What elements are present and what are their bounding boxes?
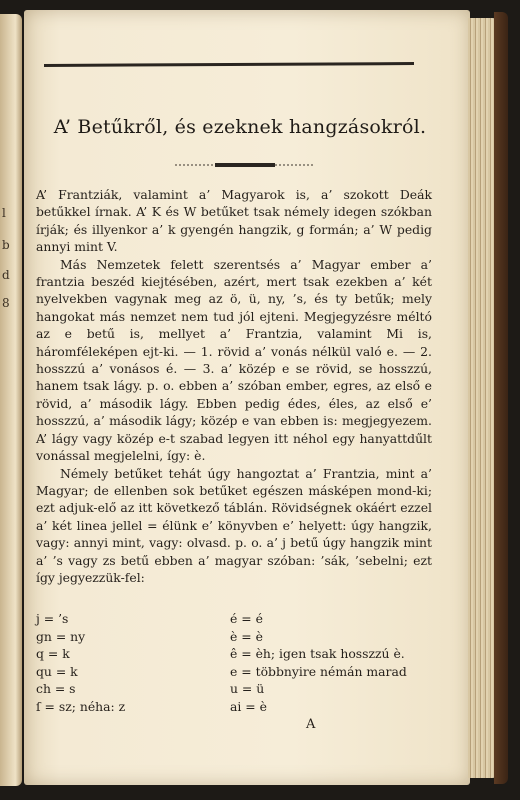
book-cover-edge xyxy=(494,12,508,784)
title-ornament xyxy=(175,162,315,168)
table-row: gn = ny xyxy=(36,628,86,644)
table-row: e = többnyire némán marad xyxy=(230,663,407,679)
table-row: è = è xyxy=(230,628,263,644)
table-row: ch = s xyxy=(36,681,76,697)
letter-table-right-column xyxy=(230,610,450,716)
table-row: qu = k xyxy=(36,663,78,679)
facing-page-fragment: 8 xyxy=(2,296,10,310)
table-row: ſ = sz; néha: z xyxy=(36,698,126,714)
paragraph xyxy=(36,256,432,465)
paragraph-text: A’ Frantziák, valamint a’ Magyarok is, a’ szokott Deák betűkkel írnak. A’ K és W betűket tsak némely idegen szókban írják; és illyenkor a’ k gyengén hangzik, g formán; a’ W pedig annyi mint V. xyxy=(36,187,432,255)
paragraph xyxy=(36,465,432,587)
table-row: q = k xyxy=(36,646,70,662)
table-row: ai = è xyxy=(230,698,267,714)
table-row: u = ü xyxy=(230,681,265,697)
body-text xyxy=(36,186,432,586)
paragraph-text: Némely betűket tehát úgy hangoztat a’ Frantzia, mint a’ Magyar; de ellenben sok betűket egészen másképen mond-ki; ezt adjuk-elő az itt következő táblán. Rövidségnek okáért ezzel a’ két linea jellel = élünk e’ könyvben e’ helyett: úgy hangzik, vagy: annyi mint, vagy: olvasd. p. o. a’ j betű úgy hangzik mint a’ ’s vagy zs betű ebben a’ magyar szóban: ’sák, ’sebelni; ezt így jegyezzük-fel: xyxy=(36,465,432,585)
paragraph-text: Más Nemzetek felett szerentsés a’ Magyar ember a’ frantzia beszéd kiejtésében, azért, mert tsak ezekben a’ két nyelvekben vagynak meg az ö, ü, ny, ’s, és ty betűk; mely hangokat más nemzet nem tud jól ejteni. Megjegyzésre méltó az e betű is, mellyet a’ Frantzia, valamint Mi is, háromféleképen ejt-ki. — 1. rövid a’ vonás nélkül való e. — 2. hosszzú a’ vonásos é. — 3. a’ közép e se rövid, se hosszzú, hanem tsak lágy. p. o. ebben a’ szóban ember, egres, az első e rövid, a’ második lágy. Ebben pedig édes, éles, az első e’ hosszzú, a’ második lágy; közép e van ebben is: megjegyezem. A’ lágy vagy közép e-t szabad legyen itt néhol egy hanyattdűlt vonással megjelelni, így: è. xyxy=(36,256,432,464)
letter-table-left-column xyxy=(36,610,186,716)
catchword: A xyxy=(306,717,316,732)
facing-page-fragment: l xyxy=(2,206,6,220)
page-title: A’ Betűkről, és ezeknek hangzásokról. xyxy=(53,116,427,138)
facing-page-edge xyxy=(0,14,22,786)
table-row: ê = èh; igen tsak hosszzú è. xyxy=(230,646,405,662)
facing-page-fragment: d xyxy=(2,268,10,282)
facing-page-fragment: b xyxy=(2,238,10,252)
table-row: j = ’s xyxy=(36,611,69,626)
paragraph xyxy=(36,186,432,256)
table-row: é = é xyxy=(230,611,263,626)
